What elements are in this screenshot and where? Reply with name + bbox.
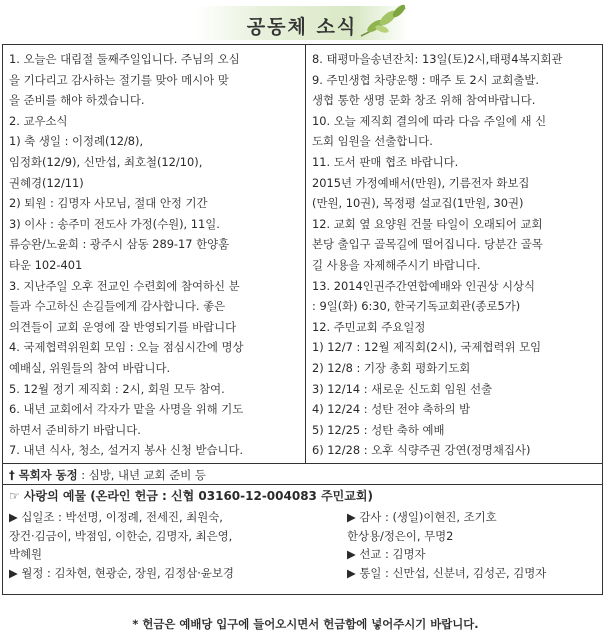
news-line: 의견들이 교회 운영에 잘 반영되기를 바랍니다 xyxy=(9,319,237,334)
left-column xyxy=(3,45,306,463)
news-line: 타운 102-401 xyxy=(9,257,83,272)
news-line: 도회 임원을 선출합니다. xyxy=(312,134,433,149)
news-line: 하면서 준비하기 바랍니다. xyxy=(9,422,141,437)
news-line: 12. 주민교회 주요일정 xyxy=(312,319,426,334)
pastor-label: † 목회자 동정 xyxy=(9,468,78,482)
news-line: 예배실, 위원들의 참여 바랍니다. xyxy=(9,360,171,375)
pastor-text: : 심방, 내년 교회 준비 등 xyxy=(77,468,206,482)
news-line: 3) 12/14 : 새로운 신도회 임원 선출 xyxy=(312,381,493,396)
news-line: 을 준비를 해야 하겠습니다. xyxy=(9,93,145,108)
news-line: 2015년 가정예배서(만원), 기름전자 화보집 xyxy=(312,175,530,190)
offering-line: ▶ 월정 : 김차현, 현광순, 장원, 김정삼·윤보경 xyxy=(9,565,234,580)
offering-line: 박혜원 xyxy=(9,547,43,562)
news-line: : 9일(화) 6:30, 한국기독교회관(종로5가) xyxy=(312,299,521,314)
news-line: 생협 통한 생명 문화 창조 위해 참여바랍니다. xyxy=(312,93,536,108)
offering-line: ▶ 통일 : 신만섭, 신분녀, 김성곤, 김명자 xyxy=(347,565,547,580)
news-line: 4) 12/24 : 성탄 전야 축하의 밤 xyxy=(312,402,471,417)
pastor-news xyxy=(9,465,206,485)
offering-right-list xyxy=(347,508,607,582)
offering-line: ▶ 선교 : 김명자 xyxy=(347,547,426,562)
news-line: 1. 오늘은 대림절 둘째주일입니다. 주님의 오심 xyxy=(9,52,240,66)
news-frame xyxy=(2,44,603,631)
news-line: 권혜경(12/11) xyxy=(9,175,84,190)
news-line: 을 기다리고 감사하는 절기를 맞아 메시아 맞 xyxy=(9,72,229,87)
news-line: 1) 12/7 : 12월 제직회(2시), 국제협력위 모임 xyxy=(312,340,542,355)
offering-left-list xyxy=(9,508,345,582)
leaf-decoration-icon xyxy=(355,2,410,42)
news-line: 4. 국제협력위원회 모임 : 오늘 점심시간에 명상 xyxy=(9,340,244,355)
section-divider xyxy=(3,463,602,464)
page-title: 공동체 소식 xyxy=(246,16,358,38)
offering-section xyxy=(9,486,602,631)
news-line: 13. 2014인권주간연합예배와 인권상 시상식 xyxy=(312,278,536,293)
right-column xyxy=(306,45,602,463)
news-line: 2) 퇴원 : 김명자 사모님, 절대 안정 기간 xyxy=(9,196,208,211)
news-line: 8. 태평마을송년잔치: 13일(토)2시,태평4복지회관 xyxy=(312,52,563,66)
news-line: 5. 12월 정기 제직회 : 2시, 회원 모두 참여. xyxy=(9,381,225,396)
offering-notice: * 헌금은 예배당 입구에 들어오시면서 헌금함에 넣어주시기 바랍니다. xyxy=(132,617,479,631)
news-line: 본당 출입구 골목길에 떨어집니다. 당분간 골목 xyxy=(312,237,543,252)
news-line: 9. 주민생협 차량운행 : 매주 토 2시 교회출발. xyxy=(312,72,539,87)
news-line: 6) 12/28 : 오후 식량주권 강연(정명채집사) xyxy=(312,443,531,458)
offering-heading: ☞ 사랑의 예물 (온라인 헌금 : 신협 03160-12-004083 주민교회) xyxy=(9,489,373,503)
news-line: 류승완/노윤희 : 광주시 삼동 289-17 한양훔 xyxy=(9,237,230,252)
news-line: 3) 이사 : 송주미 전도사 가정(수원), 11일. xyxy=(9,216,220,231)
news-line: 들과 수고하신 손길들에게 감사합니다. 좋은 xyxy=(9,299,226,314)
offering-line: ▶ 십일조 : 박선명, 이정례, 전세진, 최원숙, xyxy=(9,510,223,524)
news-line: 12. 교회 옆 요양원 건물 타일이 오래되어 교회 xyxy=(312,216,543,231)
news-line: 6. 내년 교회에서 각자가 맡을 사명을 위해 기도 xyxy=(9,402,244,417)
news-line: 5) 12/25 : 성탄 축하 예배 xyxy=(312,422,445,437)
offering-line: 한상용/정은이, 무명2 xyxy=(347,528,454,543)
news-line: 7. 내년 식사, 청소, 설거지 봉사 신청 받습니다. xyxy=(9,443,244,458)
news-line: 1) 축 생일 : 이정례(12/8), xyxy=(9,134,144,149)
news-line: 길 사용을 자제해주시기 바랍니다. xyxy=(312,257,481,272)
offering-line: ▶ 감사 : (생일)이현진, 조기호 xyxy=(347,510,497,524)
news-line: (만원, 10권), 목정평 설교집(1만원, 30권) xyxy=(312,196,524,211)
news-line: 10. 오늘 제직회 결의에 따라 다음 주일에 새 신 xyxy=(312,113,547,128)
section-divider xyxy=(3,484,602,485)
news-line: 2) 12/8 : 기장 총회 평화기도회 xyxy=(312,360,471,375)
news-line: 11. 도서 판매 협조 바랍니다. xyxy=(312,154,459,169)
news-line: 임정화(12/9), 신만섭, 최호철(12/10), xyxy=(9,154,203,169)
news-line: 3. 지난주일 오후 전교인 수련회에 참여하신 분 xyxy=(9,278,240,293)
news-line: 2. 교우소식 xyxy=(9,113,68,128)
offering-line: 장건·김금이, 박점임, 이한순, 김명자, 최은영, xyxy=(9,528,233,543)
